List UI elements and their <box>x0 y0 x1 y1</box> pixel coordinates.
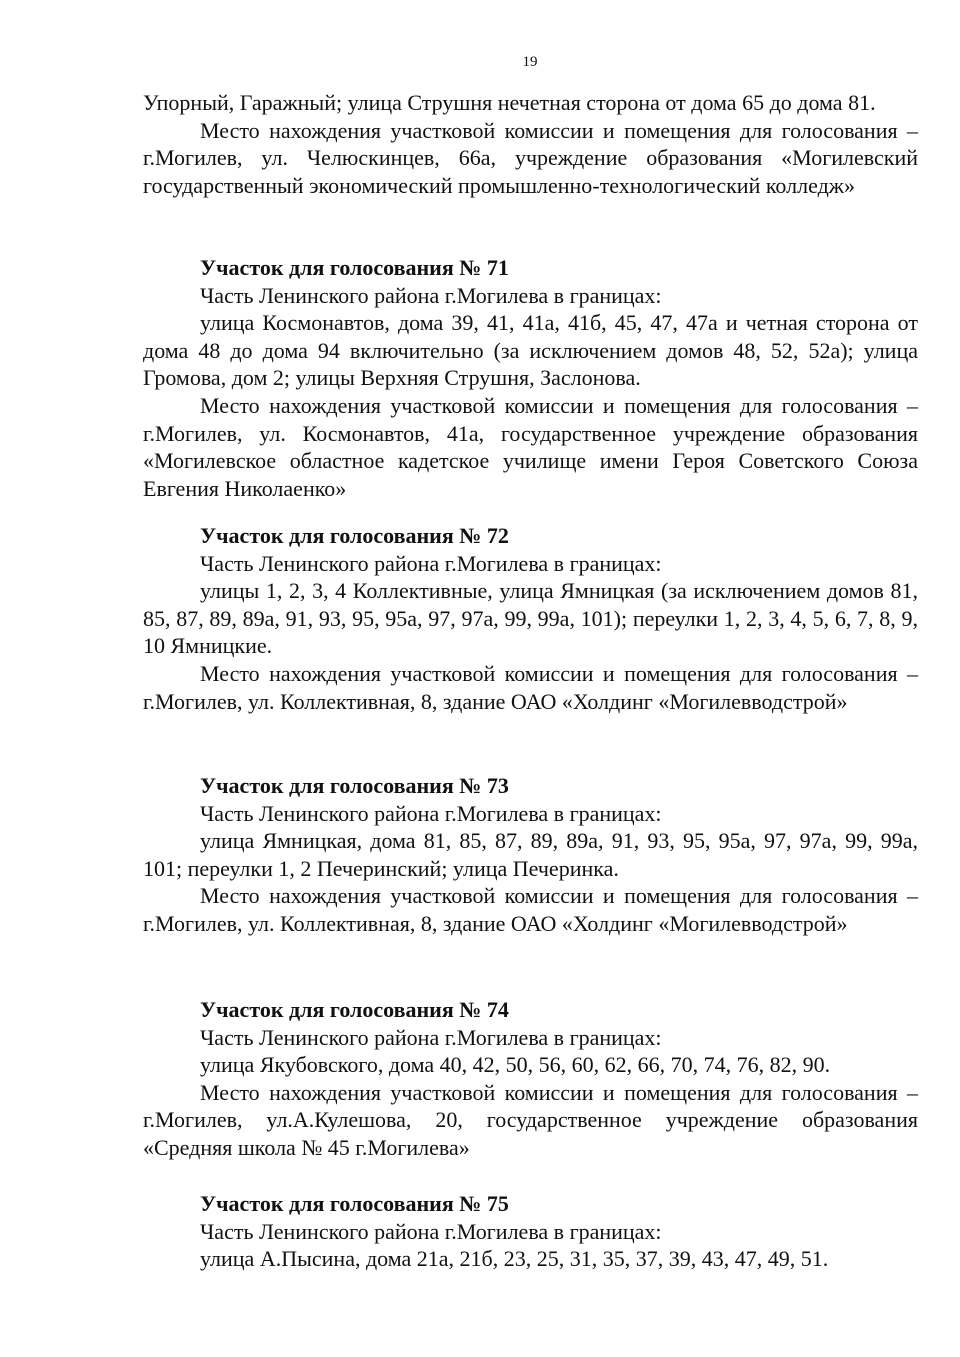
section-part: Часть Ленинского района г.Могилева в границах: <box>200 282 662 308</box>
section-72 <box>143 522 918 715</box>
section-part: Часть Ленинского района г.Могилева в границах: <box>200 1218 662 1244</box>
section-heading: Участок для голосования № 75 <box>200 1191 509 1216</box>
section-73 <box>143 772 918 938</box>
section-location: Место нахождения участковой комиссии и помещения для голосования – г.Могилев, ул. Коллективная, 8, здание ОАО «Холдинг «Могилевводстрой» <box>143 883 918 936</box>
section-streets: улица Ямницкая, дома 81, 85, 87, 89, 89а, 91, 93, 95, 95а, 97, 97а, 99, 99а, 101; переулки 1, 2 Печеринский; улица Печеринка. <box>143 828 918 881</box>
section-streets: улица Якубовского, дома 40, 42, 50, 56, 60, 62, 66, 70, 74, 76, 82, 90. <box>200 1052 831 1078</box>
section-heading: Участок для голосования № 73 <box>200 773 509 798</box>
section-location: Место нахождения участковой комиссии и помещения для голосования – г.Могилев, ул. Коллективная, 8, здание ОАО «Холдинг «Могилевводстрой» <box>143 660 918 714</box>
section-75 <box>143 1190 918 1273</box>
section-heading: Участок для голосования № 74 <box>200 997 509 1022</box>
continuation-streets: Упорный, Гаражный; улица Струшня нечетная сторона от дома 65 до дома 81. <box>143 90 876 115</box>
section-part: Часть Ленинского района г.Могилева в границах: <box>200 1024 662 1050</box>
section-location: Место нахождения участковой комиссии и помещения для голосования – г.Могилев, ул. Космонавтов, 41а, государственное учреждение образования «Могилевское областное кадетское училище имени Героя Советского Союза Евгения Николаенко» <box>143 392 918 501</box>
section-streets: улица А.Пысина, дома 21а, 21б, 23, 25, 31, 35, 37, 39, 43, 47, 49, 51. <box>200 1246 829 1272</box>
section-streets: улицы 1, 2, 3, 4 Коллективные, улица Ямницкая (за исключением домов 81, 85, 87, 89, 89а, 91, 93, 95, 95а, 97, 97а, 99, 99а, 101); переулки 1, 2, 3, 4, 5, 6, 7, 8, 9, 10 Ямницкие. <box>143 578 918 659</box>
continuation-block <box>143 89 918 199</box>
section-heading: Участок для голосования № 71 <box>200 255 509 280</box>
section-location: Место нахождения участковой комиссии и помещения для голосования – г.Могилев, ул.А.Кулешова, 20, государственное учреждение образования «Средняя школа № 45 г.Могилева» <box>143 1079 918 1160</box>
section-71 <box>143 254 918 502</box>
page-number: 19 <box>522 54 538 70</box>
section-streets: улица Космонавтов, дома 39, 41, 41а, 41б, 45, 47, 47а и четная сторона от дома 48 до дома 94 включительно (за исключением домов 48, 52, 52а); улица Громова, дом 2; улицы Верхняя Струшня, Заслонова. <box>143 310 918 391</box>
section-part: Часть Ленинского района г.Могилева в границах: <box>200 550 662 576</box>
continuation-location: Место нахождения участковой комиссии и помещения для голосования – г.Могилев, ул. Челюскинцев, 66а, учреждение образования «Могилевский государственный экономический промышленно-технологический колледж» <box>143 117 918 198</box>
section-heading: Участок для голосования № 72 <box>200 523 509 548</box>
section-74 <box>143 996 918 1162</box>
section-part: Часть Ленинского района г.Могилева в границах: <box>200 800 662 826</box>
